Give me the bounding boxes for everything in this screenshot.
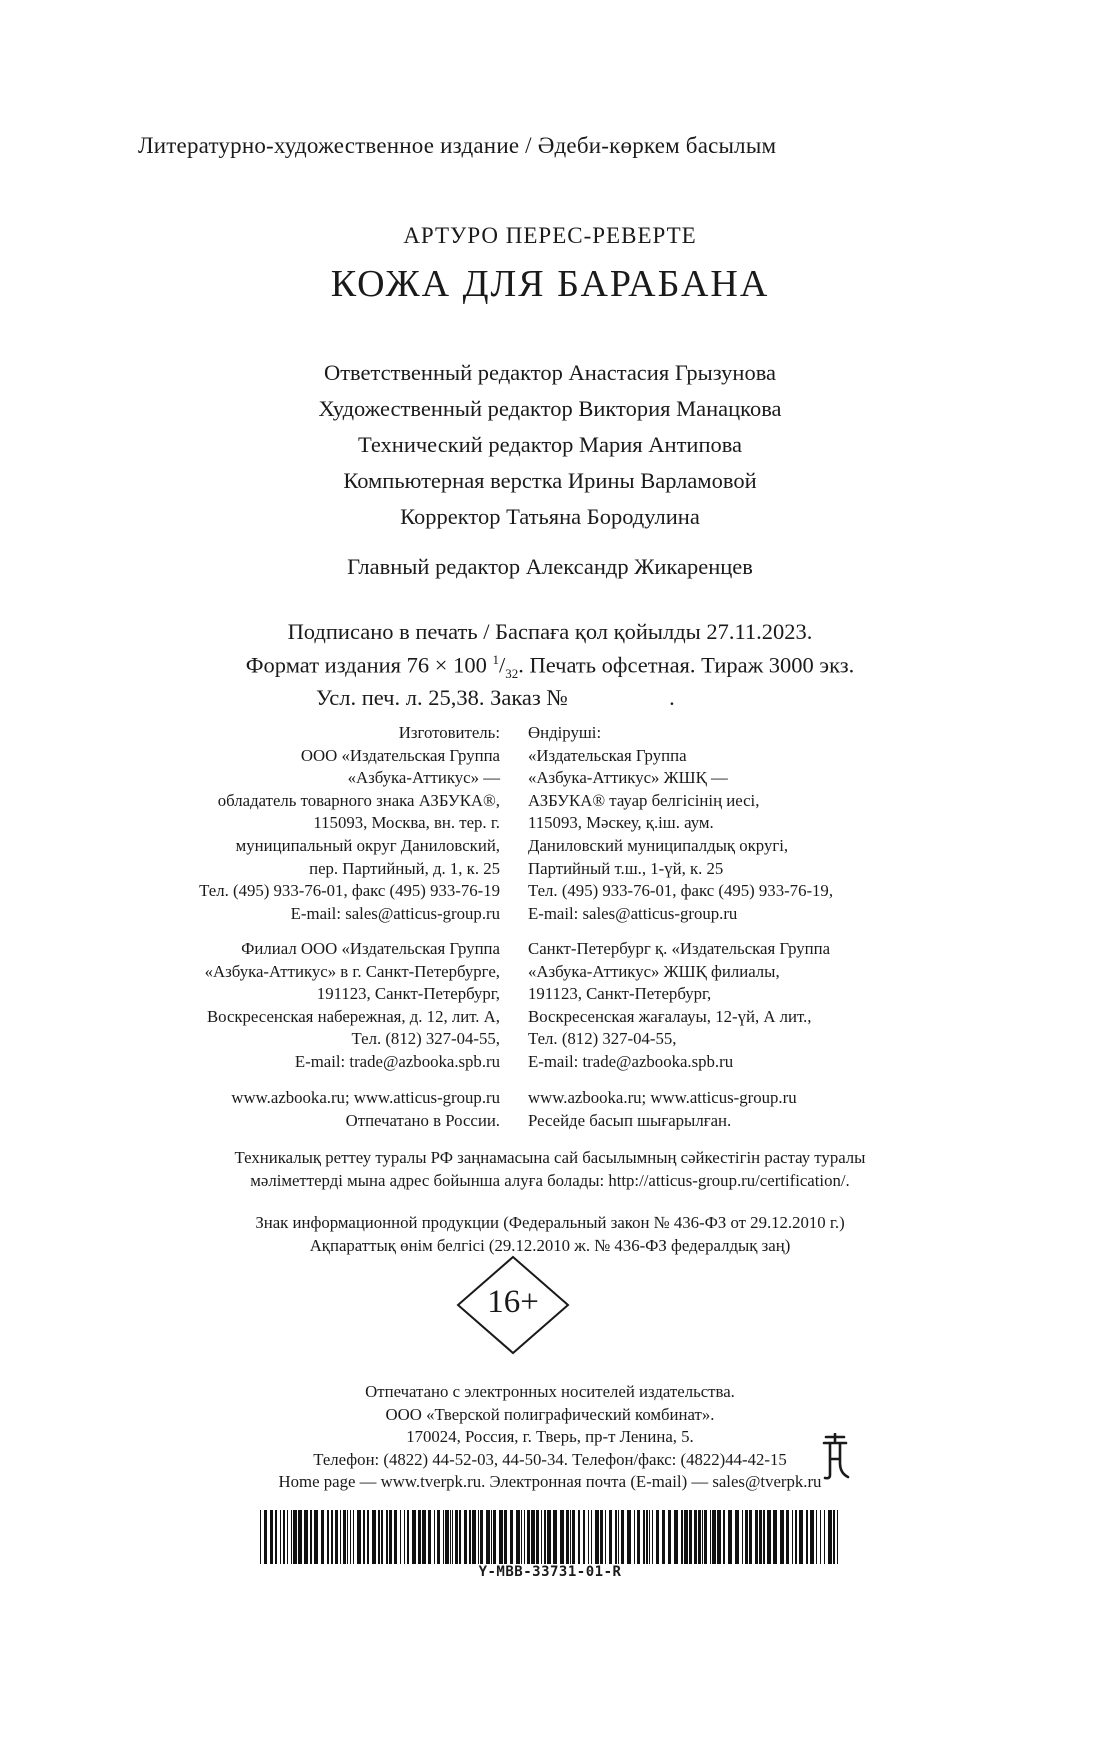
book-title: КОЖА ДЛЯ БАРАБАНА: [330, 263, 770, 305]
barcode-bar: [749, 1510, 752, 1564]
barcode-bar: [381, 1510, 383, 1564]
barcode-bar: [386, 1510, 388, 1564]
barcode-bar: [704, 1510, 707, 1564]
barcode-bar: [293, 1510, 297, 1564]
manufacturer-kz-line: 115093, Мәскеу, қ.іш. аум.: [528, 813, 714, 833]
barcode-label: Y-MBB-33731-01-R: [478, 1564, 622, 1580]
branch-kz-line: «Азбука-Аттикус» ЖШҚ филиалы,: [528, 961, 780, 981]
barcode-bar: [464, 1510, 467, 1564]
barcode-bar: [634, 1510, 635, 1564]
signed-to-print: Подписано в печать / Баспаға қол қойылды 27.11.2023.: [287, 619, 813, 644]
printer-line: 170024, Россия, г. Тверь, пр-т Ленина, 5.: [406, 1427, 694, 1447]
barcode-bar: [400, 1510, 401, 1564]
barcode-bar: [627, 1510, 631, 1564]
barcode-bar: [578, 1510, 580, 1564]
barcode-bar: [450, 1510, 451, 1564]
barcode-bar: [478, 1510, 479, 1564]
barcode-bar: [404, 1510, 405, 1564]
barcode-bar: [646, 1510, 648, 1564]
printer-logo-icon: [818, 1433, 852, 1481]
barcode-bar: [816, 1510, 817, 1564]
branch-ru-line: E-mail: trade@azbooka.spb.ru: [294, 1051, 500, 1071]
barcode-bar: [712, 1510, 716, 1564]
barcode-bar: [560, 1510, 564, 1564]
barcode-bar: [280, 1510, 281, 1564]
barcode-bar: [637, 1510, 640, 1564]
manufacturer-ru-line: 115093, Москва, вн. тер. г.: [313, 813, 500, 833]
barcode-bar: [486, 1510, 490, 1564]
barcode-bar: [350, 1510, 351, 1564]
barcode-bar: [275, 1510, 277, 1564]
branch-kz-line: 191123, Санкт-Петербург,: [528, 984, 712, 1004]
branch-ru-line: 191123, Санкт-Петербург,: [316, 984, 500, 1004]
barcode-bar: [615, 1510, 617, 1564]
barcode-bar: [331, 1510, 333, 1564]
certification-note: [0, 1147, 1100, 1192]
format-suffix: . Печать офсетная. Тираж 3000 экз.: [518, 652, 855, 678]
barcode-bar: [810, 1510, 814, 1564]
barcode-bar: [504, 1510, 507, 1564]
format-denominator: 32: [505, 666, 519, 681]
barcode-bar: [363, 1510, 365, 1564]
manufacturer-kz-line: Өндіруші:: [528, 723, 602, 742]
barcode-bar: [717, 1510, 721, 1564]
certification-line: Техникалық реттеу туралы РФ заңнамасына сай басылымның сәйкестігін растау туралы: [234, 1148, 866, 1167]
barcode-bar: [434, 1510, 435, 1564]
barcode-bar: [588, 1510, 589, 1564]
barcode-bar: [824, 1510, 825, 1564]
printer-info: [0, 1381, 1100, 1494]
branch-ru-line: Филиал ООО «Издательская Группа: [241, 939, 500, 958]
web-kz-line: Ресейде басып шығарылған.: [528, 1110, 732, 1130]
barcode-bar: [340, 1510, 341, 1564]
chief-editor: Главный редактор Александр Жикаренцев: [347, 554, 753, 579]
barcode-bar: [649, 1510, 650, 1564]
barcode-bar: [820, 1510, 821, 1564]
barcode-bar: [656, 1510, 659, 1564]
barcode-bar: [595, 1510, 599, 1564]
printer-line: Телефон: (4822) 44-52-03, 44-50-34. Телефон/факс: (4822)44-42-15: [313, 1449, 787, 1469]
manufacturer-ru-line: Тел. (495) 933-76-01, факс (495) 933-76-19: [199, 881, 500, 901]
barcode-bar: [698, 1510, 701, 1564]
barcode-bar: [459, 1510, 461, 1564]
format-numerator: 1: [492, 652, 499, 667]
barcode-bar: [735, 1510, 739, 1564]
barcode-bar: [694, 1510, 697, 1564]
web-kz: [528, 1087, 797, 1132]
barcode-bar: [510, 1510, 513, 1564]
credit-proofreader: Корректор Татьяна Бородулина: [400, 504, 700, 529]
barcode-bar: [343, 1510, 346, 1564]
info-mark-line: Знак информационной продукции (Федеральный закон № 436-ФЗ от 29.12.2010 г.): [255, 1213, 845, 1232]
barcode-bar: [605, 1510, 606, 1564]
barcode-bar: [357, 1510, 361, 1564]
barcode-bar: [418, 1510, 421, 1564]
barcode-bar: [570, 1510, 571, 1564]
barcode-bar: [723, 1510, 725, 1564]
barcode-bar: [745, 1510, 748, 1564]
barcode-bar: [710, 1510, 711, 1564]
barcode-bar: [372, 1510, 376, 1564]
barcode-bar: [652, 1510, 653, 1564]
barcode-bar: [304, 1510, 308, 1564]
barcode-bar: [674, 1510, 678, 1564]
barcode-bar: [327, 1510, 329, 1564]
barcode-bar: [412, 1510, 416, 1564]
credit-layout: Компьютерная верстка Ирины Варламовой: [343, 468, 757, 493]
manufacturer-kz-line: «Издательская Группа: [528, 745, 687, 765]
barcode-bar: [524, 1510, 525, 1564]
barcode-bar: [767, 1510, 771, 1564]
barcode-bar: [437, 1510, 440, 1564]
barcode-bar: [833, 1510, 835, 1564]
barcode-bar: [310, 1510, 312, 1564]
author-name: АРТУРО ПЕРЕС-РЕВЕРТЕ: [403, 223, 697, 248]
barcode-bar: [422, 1510, 426, 1564]
printer-line: ООО «Тверской полиграфический комбинат».: [385, 1404, 715, 1424]
manufacturer-ru-line: «Азбука-Аттикус» —: [347, 768, 500, 788]
barcode-bar: [493, 1510, 496, 1564]
credit-responsible-editor: Ответственный редактор Анастасия Грызунова: [323, 360, 777, 385]
branch-kz-line: E-mail: trade@azbooka.spb.ru: [528, 1051, 734, 1071]
barcode-bar: [553, 1510, 557, 1564]
barcode-bar: [469, 1510, 471, 1564]
manufacturer-kz-line: «Азбука-Аттикус» ЖШҚ —: [528, 768, 728, 788]
barcode-bar: [583, 1510, 585, 1564]
barcode-bar: [780, 1510, 784, 1564]
barcode-bar: [527, 1510, 530, 1564]
barcode-bar: [367, 1510, 369, 1564]
barcode-bar: [643, 1510, 645, 1564]
branch-kz-line: Тел. (812) 327-04-55,: [528, 1029, 677, 1049]
barcode-bar: [445, 1510, 449, 1564]
barcode-bar: [547, 1510, 551, 1564]
manufacturer-ru: [199, 722, 500, 925]
format-prefix: Формат издания 76 × 100: [245, 652, 493, 678]
barcode-bar: [837, 1510, 838, 1564]
barcode-bar: [480, 1510, 483, 1564]
branch-kz: [528, 938, 830, 1074]
barcode-bar: [443, 1510, 444, 1564]
manufacturer-ru-line: Изготовитель:: [398, 723, 500, 742]
barcode-bar: [792, 1510, 793, 1564]
barcode-bar: [763, 1510, 765, 1564]
manufacturer-ru-line: обладатель товарного знака АЗБУКА®,: [217, 790, 500, 810]
barcode-bar: [681, 1510, 683, 1564]
barcode-bar: [662, 1510, 665, 1564]
barcode-bar: [287, 1510, 288, 1564]
web-ru: [231, 1087, 500, 1132]
barcode-bar: [389, 1510, 392, 1564]
branch-ru-line: «Азбука-Аттикус» в г. Санкт-Петербурге,: [204, 961, 500, 981]
barcode-bar: [378, 1510, 380, 1564]
barcode-bar: [428, 1510, 431, 1564]
manufacturer-kz-line: Даниловский муниципалдық округі,: [528, 835, 789, 855]
credit-art-editor: Художественный редактор Виктория Манацкова: [318, 396, 782, 421]
barcode-bar: [472, 1510, 476, 1564]
certification-line: мәліметтерді мына адрес бойынша алуға болады: http://atticus-group.ru/certification/.: [250, 1170, 850, 1190]
barcode-bar: [499, 1510, 503, 1564]
format-line: Формат издания 76 × 100 $^1/_{32}$. Печать офсетная. Тираж 3000 экз.: [245, 652, 855, 681]
branch-ru-line: Воскресенская набережная, д. 12, лит. А,: [206, 1006, 500, 1026]
manufacturer-kz-line: Партийный т.ш., 1-үй, к. 25: [528, 858, 724, 878]
barcode: [260, 1510, 840, 1564]
order-line: Усл. печ. л. 25,38. Заказ № .: [316, 685, 675, 710]
barcode-bar: [298, 1510, 302, 1564]
barcode-bar: [566, 1510, 569, 1564]
manufacturer-kz-line: АЗБУКА® тауар белгісінің иесі,: [528, 790, 760, 810]
manufacturer-ru-line: муниципальный округ Даниловский,: [235, 835, 500, 855]
web-ru-line: Отпечатано в России.: [345, 1110, 500, 1130]
barcode-bar: [786, 1510, 789, 1564]
branch-ru-line: Тел. (812) 327-04-55,: [351, 1029, 500, 1049]
barcode-bar: [491, 1510, 492, 1564]
barcode-bar: [283, 1510, 285, 1564]
barcode-bar: [828, 1510, 832, 1564]
barcode-bar: [806, 1510, 808, 1564]
manufacturer-ru-line: E-mail: sales@atticus-group.ru: [290, 903, 500, 923]
printer-line: Отпечатано с электронных носителей издательства.: [365, 1382, 735, 1401]
barcode-bar: [668, 1510, 671, 1564]
barcode-bar: [541, 1510, 542, 1564]
barcode-bar: [452, 1510, 453, 1564]
web-ru-line: www.azbooka.ru; www.atticus-group.ru: [231, 1088, 500, 1107]
barcode-bar: [591, 1510, 592, 1564]
branch-kz-line: Воскресенская жағалауы, 12-үй, А лит.,: [528, 1006, 812, 1026]
barcode-bar: [799, 1510, 803, 1564]
manufacturer-ru-line: пер. Партийный, д. 1, к. 25: [309, 858, 500, 878]
genre-line: Литературно-художественное издание / Әдеби-көркем басылым: [138, 133, 777, 158]
barcode-bar: [618, 1510, 619, 1564]
barcode-bar: [291, 1510, 292, 1564]
barcode-bar: [773, 1510, 777, 1564]
barcode-bar: [455, 1510, 458, 1564]
manufacturer-kz-line: Тел. (495) 933-76-01, факс (495) 933-76-19,: [528, 881, 834, 901]
branch-ru: [205, 938, 500, 1074]
barcode-bar: [531, 1510, 535, 1564]
barcode-bar: [353, 1510, 354, 1564]
barcode-bar: [621, 1510, 624, 1564]
barcode-bar: [795, 1510, 797, 1564]
manufacturer-kz: [528, 722, 833, 925]
credit-technical-editor: Технический редактор Мария Антипова: [357, 432, 743, 457]
barcode-bar: [264, 1510, 267, 1564]
printer-line: Home page — www.tverpk.ru. Электронная почта (E-mail) — sales@tverpk.ru: [278, 1472, 822, 1492]
barcode-bar: [572, 1510, 575, 1564]
web-kz-line: www.azbooka.ru; www.atticus-group.ru: [528, 1088, 797, 1107]
barcode-bar: [516, 1510, 520, 1564]
barcode-bar: [347, 1510, 348, 1564]
barcode-bar: [314, 1510, 318, 1564]
age-rating: 16+: [487, 1284, 539, 1320]
barcode-bar: [394, 1510, 397, 1564]
barcode-bar: [536, 1510, 539, 1564]
barcode-bar: [335, 1510, 338, 1564]
barcode-bar: [759, 1510, 762, 1564]
branch-kz-line: Санкт-Петербург қ. «Издательская Группа: [528, 939, 831, 958]
barcode-bar: [728, 1510, 732, 1564]
barcode-bar: [609, 1510, 612, 1564]
barcode-bar: [321, 1510, 324, 1564]
manufacturer-ru-line: ООО «Издательская Группа: [300, 745, 500, 765]
barcode-bar: [521, 1510, 522, 1564]
barcode-bar: [600, 1510, 603, 1564]
info-product-mark: [0, 1212, 1100, 1257]
barcode-bar: [407, 1510, 409, 1564]
barcode-bar: [742, 1510, 743, 1564]
barcode-bar: [689, 1510, 692, 1564]
barcode-bar: [270, 1510, 273, 1564]
barcode-bar: [260, 1510, 261, 1564]
manufacturer-kz-line: E-mail: sales@atticus-group.ru: [528, 903, 738, 923]
barcode-bar: [702, 1510, 703, 1564]
barcode-bar: [544, 1510, 546, 1564]
barcode-bar: [684, 1510, 688, 1564]
barcode-bar: [755, 1510, 758, 1564]
info-mark-line: Ақпараттық өнім белгісі (29.12.2010 ж. № 436-ФЗ федералдық заң): [309, 1235, 791, 1255]
